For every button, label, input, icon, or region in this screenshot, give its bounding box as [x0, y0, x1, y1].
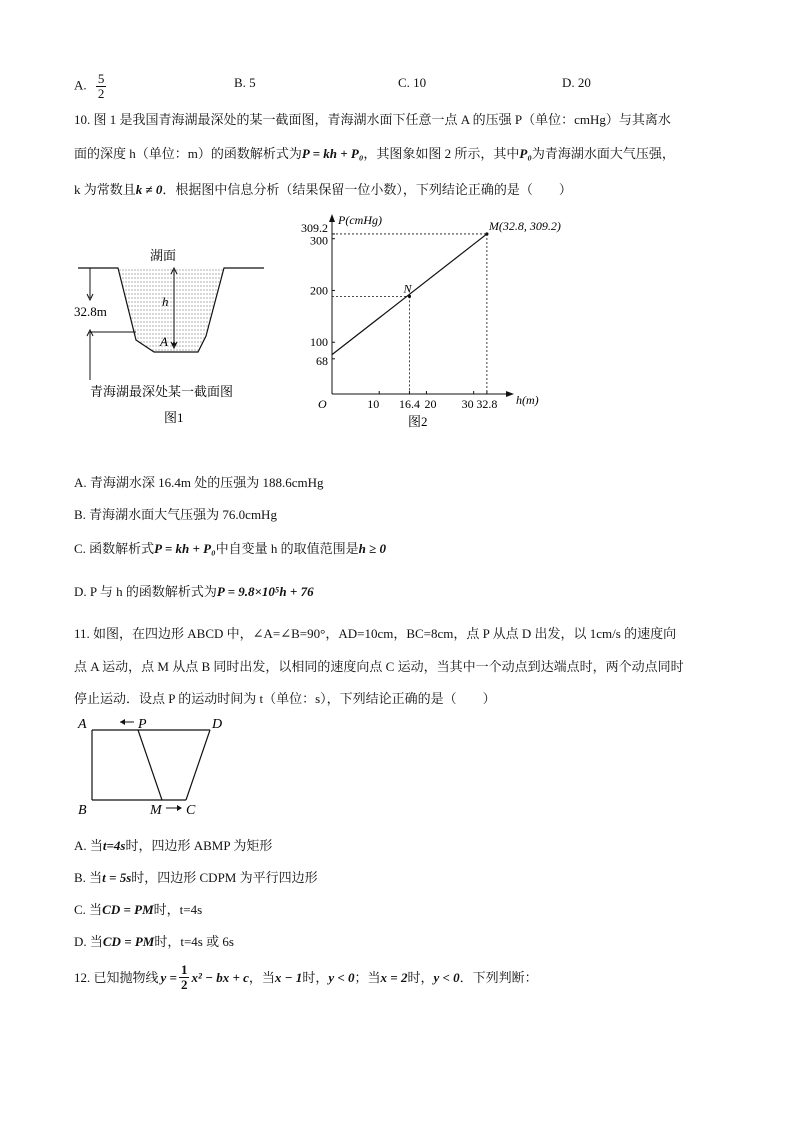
figure1-label: 图1: [164, 410, 184, 425]
q10-stem-line3: [74, 180, 572, 200]
q10-formula: P = kh + P₀: [154, 541, 216, 556]
vertex-d-label: D: [212, 717, 223, 732]
q10-formula: h ≥ 0: [358, 541, 387, 556]
q10-option-c: [74, 539, 386, 559]
q11-option-a: [74, 836, 272, 856]
q12-text: ．下列判断：: [459, 969, 538, 985]
point-a-dot: [172, 342, 176, 346]
lake-water: [118, 268, 224, 352]
q9-option-a: [74, 72, 106, 101]
q12-formula: x − 1: [274, 969, 303, 985]
x-axis-arrow: [506, 391, 514, 397]
q11-text: 时，t=4s: [153, 902, 203, 917]
q12-text: ，当: [248, 969, 275, 985]
q11-option-b: [74, 868, 318, 888]
frac-numerator: 1: [180, 962, 188, 977]
q10-p0: P₀: [519, 146, 532, 161]
q11-formula: CD = PM: [102, 934, 155, 949]
q12-formula: y < 0: [328, 969, 355, 985]
point-n-label: N: [403, 281, 412, 296]
y-tick-label: 309.2: [301, 220, 328, 235]
a-label: A: [160, 334, 168, 349]
y-tick-label: 200: [310, 283, 328, 298]
q12-fraction: [179, 963, 190, 992]
q12-text: 时，: [302, 969, 329, 985]
figure2-label: 图2: [408, 414, 428, 429]
q11-formula: t=4s: [102, 838, 126, 853]
q10-text: 面的深度 h（单位：m）的函数解析式为: [74, 146, 302, 161]
q11-stem-line1: 11. 如图，在四边形 ABCD 中，∠A=∠B=90°，AD=10cm，BC=8cm，点 P 从点 D 出发，以 1cm/s 的速度向: [74, 626, 677, 641]
point-m-label: M(32.8, 309.2): [488, 218, 561, 233]
x-tick-label: 16.4: [398, 397, 420, 411]
q11-option-c: [74, 900, 202, 920]
q12-formula: y < 0: [433, 969, 460, 985]
h-label: h: [162, 294, 169, 309]
q10-text: 中自变量 h 的取值范围是: [215, 541, 359, 556]
vertex-c-label: C: [186, 803, 196, 818]
q10-option-b: B. 青海湖水面大气压强为 76.0cmHg: [74, 507, 277, 522]
q11-formula: t = 5s: [102, 870, 132, 885]
vertex-a-label: A: [78, 717, 87, 732]
q11-stem-line3: 停止运动．设点 P 的运动时间为 t（单位：s），下列结论正确的是（ ）: [74, 691, 496, 706]
q10-stem-line2: [74, 144, 675, 164]
q12-formula: y =: [160, 969, 177, 985]
q12-stem: [74, 963, 538, 992]
q10-figure2-chart: [290, 210, 561, 432]
q9-option-a-fraction: [96, 72, 107, 101]
q10-text: k 为常数且: [74, 182, 136, 197]
point-p-label: P: [138, 717, 147, 732]
q12-text: 12. 已知抛物线: [74, 969, 159, 985]
q11-text: A. 当: [74, 838, 103, 853]
q10-text: C. 函数解析式: [74, 541, 155, 556]
side-cd: [186, 730, 210, 800]
q11-formula: CD = PM: [102, 902, 154, 917]
frac-denominator: 2: [180, 977, 188, 992]
vertex-b-label: B: [78, 803, 87, 818]
q12-formula: x² − bx + c: [191, 969, 249, 985]
q10-text: D. P 与 h 的函数解析式为: [74, 584, 217, 599]
q11-text: 时，四边形 ABMP 为矩形: [125, 838, 273, 853]
x-tick-label: 32.8: [476, 397, 498, 411]
q10-formula: P = 9.8×10⁵h + 76: [216, 584, 314, 599]
q9-option-c: C. 10: [398, 75, 427, 90]
lake-surface-label: 湖面: [150, 248, 177, 263]
p-arrow-head: [120, 719, 125, 725]
frac-denominator: 2: [97, 86, 105, 101]
q11-text: 时，四边形 CDPM 为平行四边形: [131, 870, 318, 885]
y-tick-label: 300: [310, 233, 328, 248]
q11-text: D. 当: [74, 934, 103, 949]
segment-pm: [138, 730, 162, 800]
q11-figure: [74, 712, 244, 824]
origin-label: O: [318, 397, 327, 411]
q11-stem-line2: 点 A 运动，点 M 从点 B 同时出发，以相同的速度向点 C 运动，当其中一个动点到达端点时，两个动点同时: [74, 659, 684, 674]
y-tick-label: 68: [316, 353, 328, 368]
q12-text: ；当: [354, 969, 381, 985]
x-axis-label: h(m): [516, 393, 539, 407]
q10-text: ．根据图中信息分析（结果保留一位小数），下列结论正确的是（ ）: [162, 182, 572, 197]
depth-label: 32.8m: [74, 304, 107, 319]
point-m-label: M: [150, 803, 162, 818]
q9-option-a-label: A.: [74, 77, 87, 93]
q10-option-a: A. 青海湖水深 16.4m 处的压强为 188.6cmHg: [74, 475, 324, 490]
x-tick-label: 10: [367, 397, 380, 411]
q10-text: ，其图象如图 2 所示，其中: [363, 146, 520, 161]
q9-option-b: B. 5: [234, 75, 256, 90]
q10-option-d: [74, 582, 314, 602]
x-tick-label: 30: [461, 397, 474, 411]
q11-text: 时，t=4s 或 6s: [154, 934, 234, 949]
m-arrow-head: [177, 805, 182, 811]
q11-text: B. 当: [74, 870, 103, 885]
q10-stem-line1: 10. 图 1 是我国青海湖最深处的某一截面图，青海湖水面下任意一点 A 的压强 P（单位：cmHg）与其离水: [74, 112, 671, 127]
figure1-caption: 青海湖最深处某一截面图: [90, 384, 234, 399]
frac-numerator: 5: [97, 71, 105, 86]
q11-text: C. 当: [74, 902, 103, 917]
q10-text: 为青海湖水面大气压强，: [531, 146, 675, 161]
q11-option-d: [74, 932, 234, 952]
q9-option-d: D. 20: [562, 75, 591, 90]
x-tick-label: 20: [424, 397, 437, 411]
q12-formula: x = 2: [380, 969, 408, 985]
y-tick-label: 100: [310, 335, 328, 350]
y-axis-arrow: [329, 214, 335, 222]
q10-formula: k ≠ 0: [135, 182, 163, 197]
q12-text: 时，: [407, 969, 434, 985]
q10-formula: P = kh + P₀: [301, 146, 364, 161]
q10-figure1: [74, 236, 274, 432]
y-axis-label: P(cmHg): [338, 213, 382, 227]
